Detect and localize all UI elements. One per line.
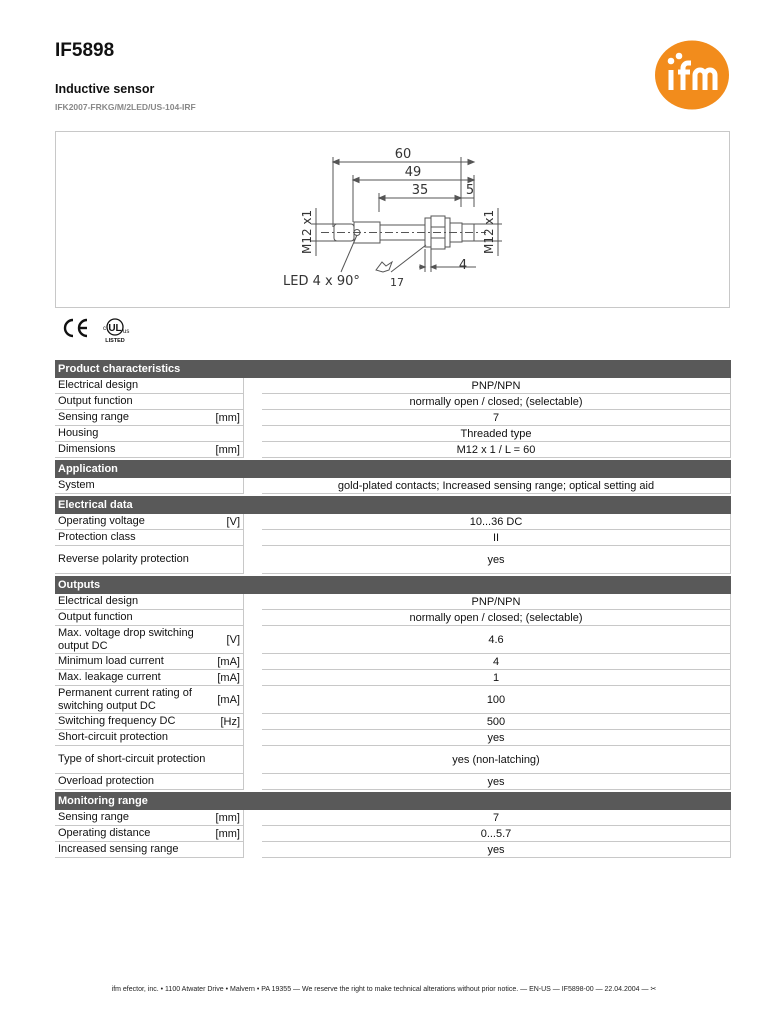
row-gap xyxy=(244,442,262,458)
row-label: System xyxy=(55,478,211,494)
row-value: M12 x 1 / L = 60 xyxy=(262,442,731,458)
row-gap xyxy=(244,394,262,410)
row-unit xyxy=(211,478,244,494)
row-value: 4 xyxy=(262,654,731,670)
row-gap xyxy=(244,826,262,842)
table-row xyxy=(55,686,731,714)
row-value: 500 xyxy=(262,714,731,730)
row-label: Short-circuit protection xyxy=(55,730,211,746)
footer-text xyxy=(0,985,768,993)
row-unit: [mA] xyxy=(211,670,244,686)
row-gap xyxy=(244,378,262,394)
row-unit: [mm] xyxy=(211,810,244,826)
row-value: 7 xyxy=(262,410,731,426)
row-label: Electrical design xyxy=(55,378,211,394)
row-value: 1 xyxy=(262,670,731,686)
ifm-logo-icon xyxy=(654,40,730,110)
table-row xyxy=(55,670,731,686)
row-gap xyxy=(244,546,262,574)
row-gap xyxy=(244,530,262,546)
row-gap xyxy=(244,426,262,442)
row-label: Overload protection xyxy=(55,774,211,790)
section-title: Product characteristics xyxy=(55,360,731,378)
row-gap xyxy=(244,810,262,826)
table-row xyxy=(55,426,731,442)
table-row xyxy=(55,810,731,826)
table-row xyxy=(55,826,731,842)
row-value: normally open / closed; (selectable) xyxy=(262,394,731,410)
section-title: Application xyxy=(55,458,731,478)
row-label: Dimensions xyxy=(55,442,211,458)
section-header xyxy=(55,790,731,810)
row-value: 10...36 DC xyxy=(262,514,731,530)
row-value: 0...5.7 xyxy=(262,826,731,842)
row-value: yes xyxy=(262,842,731,858)
dimension-drawing xyxy=(55,131,730,308)
table-row xyxy=(55,610,731,626)
thread-right-label: M12 x1 xyxy=(482,209,496,254)
row-label: Operating distance xyxy=(55,826,211,842)
table-row xyxy=(55,594,731,610)
row-label: Switching frequency DC xyxy=(55,714,211,730)
row-value: yes xyxy=(262,730,731,746)
row-unit: [V] xyxy=(211,626,244,654)
row-value: yes (non-latching) xyxy=(262,746,731,774)
row-value: gold-plated contacts; Increased sensing range; optical setting aid xyxy=(262,478,731,494)
row-value: 7 xyxy=(262,810,731,826)
row-label: Type of short-circuit protection xyxy=(55,746,211,774)
sensor-dimension-diagram xyxy=(56,132,731,309)
row-label: Operating voltage xyxy=(55,514,211,530)
wrench-size-label: 17 xyxy=(390,276,404,289)
row-label: Reverse polarity protection xyxy=(55,546,211,574)
footer-text-content: ifm efector, inc. • 1100 Atwater Drive • Malvern • PA 19355 — We reserve the right to make technical alterations without prior notice. — EN-US — IF5898-00 — 22.04.2004 — xyxy=(111,986,649,993)
row-gap xyxy=(244,774,262,790)
svg-text:LISTED: LISTED xyxy=(105,338,125,344)
dim-4-label: 4 xyxy=(458,258,468,273)
row-unit xyxy=(211,378,244,394)
dim-60-label: 60 xyxy=(394,147,412,162)
row-gap xyxy=(244,714,262,730)
svg-text:us: us xyxy=(123,329,130,335)
row-label: Max. voltage drop switching output DC xyxy=(55,626,211,654)
svg-text:c: c xyxy=(103,326,106,332)
certification-marks xyxy=(60,316,140,346)
row-unit: [mm] xyxy=(211,410,244,426)
row-unit: [Hz] xyxy=(211,714,244,730)
dim-49-label: 49 xyxy=(404,165,422,180)
row-unit xyxy=(211,530,244,546)
row-value: yes xyxy=(262,774,731,790)
row-unit: [mA] xyxy=(211,654,244,670)
article-code: IFK2007-FRKG/M/2LED/US-104-IRF xyxy=(55,102,196,112)
row-label: Protection class xyxy=(55,530,211,546)
table-row xyxy=(55,442,731,458)
row-gap xyxy=(244,410,262,426)
row-label: Increased sensing range xyxy=(55,842,211,858)
table-row xyxy=(55,730,731,746)
table-row xyxy=(55,626,731,654)
dim-5-label: 5 xyxy=(465,183,475,198)
dim-35-label: 35 xyxy=(411,183,429,198)
row-gap xyxy=(244,594,262,610)
product-title: IF5898 xyxy=(55,40,115,61)
table-row xyxy=(55,394,731,410)
product-subtitle: Inductive sensor xyxy=(55,82,155,96)
row-label: Output function xyxy=(55,394,211,410)
table-row xyxy=(55,654,731,670)
section-header xyxy=(55,360,731,378)
row-unit: [mA] xyxy=(211,686,244,714)
row-label: Max. leakage current xyxy=(55,670,211,686)
row-label: Sensing range xyxy=(55,410,211,426)
table-row xyxy=(55,746,731,774)
row-gap xyxy=(244,654,262,670)
ce-mark-icon xyxy=(65,320,87,336)
row-value: yes xyxy=(262,546,731,574)
row-unit xyxy=(211,730,244,746)
row-label: Output function xyxy=(55,610,211,626)
table-row xyxy=(55,514,731,530)
row-gap xyxy=(244,686,262,714)
row-value: II xyxy=(262,530,731,546)
row-value: 4.6 xyxy=(262,626,731,654)
row-label: Sensing range xyxy=(55,810,211,826)
table-row xyxy=(55,410,731,426)
section-header xyxy=(55,574,731,594)
svg-text:CE: CE xyxy=(60,316,62,317)
table-row xyxy=(55,714,731,730)
ul-listed-icon xyxy=(103,319,129,344)
table-row xyxy=(55,378,731,394)
row-unit xyxy=(211,546,244,574)
led-label: LED 4 x 90° xyxy=(283,274,360,289)
row-value: normally open / closed; (selectable) xyxy=(262,610,731,626)
row-value: Threaded type xyxy=(262,426,731,442)
table-row xyxy=(55,478,731,494)
row-gap xyxy=(244,626,262,654)
row-label: Minimum load current xyxy=(55,654,211,670)
row-unit xyxy=(211,426,244,442)
row-unit xyxy=(211,842,244,858)
row-unit: [mm] xyxy=(211,826,244,842)
row-gap xyxy=(244,478,262,494)
row-unit xyxy=(211,594,244,610)
table-row xyxy=(55,530,731,546)
row-unit xyxy=(211,746,244,774)
row-value: PNP/NPN xyxy=(262,378,731,394)
row-label: Electrical design xyxy=(55,594,211,610)
section-header xyxy=(55,494,731,514)
row-gap xyxy=(244,730,262,746)
section-header xyxy=(55,458,731,478)
row-gap xyxy=(244,746,262,774)
row-label: Permanent current rating of switching output DC xyxy=(55,686,211,714)
row-unit xyxy=(211,774,244,790)
spec-table xyxy=(55,360,731,858)
section-title: Monitoring range xyxy=(55,790,731,810)
row-unit: [V] xyxy=(211,514,244,530)
row-value: PNP/NPN xyxy=(262,594,731,610)
section-title: Electrical data xyxy=(55,494,731,514)
row-value: 100 xyxy=(262,686,731,714)
table-row xyxy=(55,842,731,858)
row-unit: [mm] xyxy=(211,442,244,458)
thread-left-label: M12 x1 xyxy=(300,209,314,254)
section-title: Outputs xyxy=(55,574,731,594)
table-row xyxy=(55,774,731,790)
row-gap xyxy=(244,670,262,686)
row-gap xyxy=(244,610,262,626)
row-gap xyxy=(244,514,262,530)
row-unit xyxy=(211,394,244,410)
row-unit xyxy=(211,610,244,626)
scissors-icon: ✂ xyxy=(650,986,657,993)
svg-text:UL: UL xyxy=(108,323,122,334)
row-gap xyxy=(244,842,262,858)
row-label: Housing xyxy=(55,426,211,442)
table-row xyxy=(55,546,731,574)
